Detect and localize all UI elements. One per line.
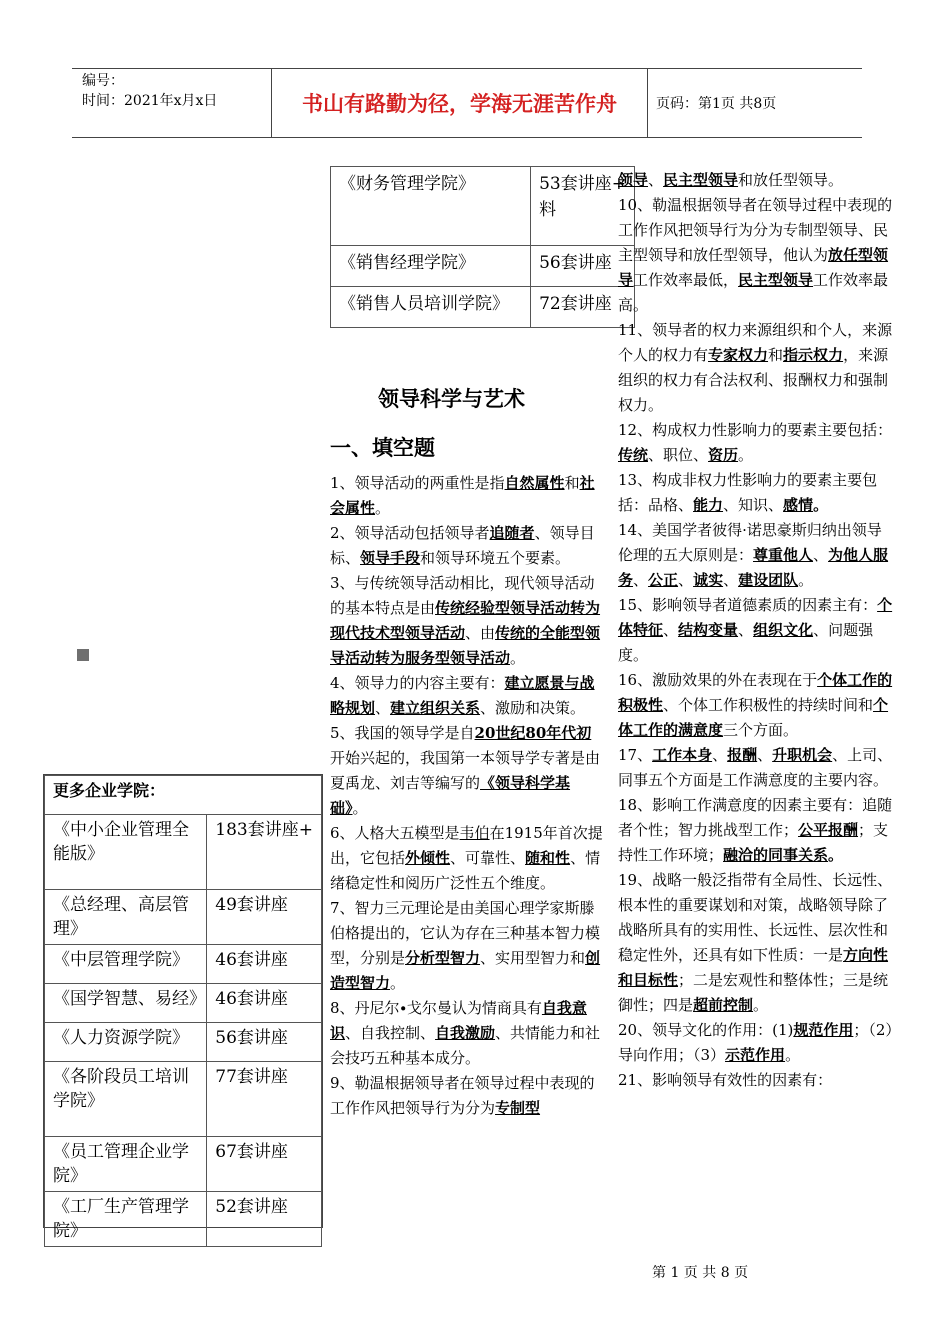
course-name: 《人力资源学院》 [45,1023,207,1062]
header-page-info: 页码：第1页 共8页 [656,96,777,112]
course-name: 《中小企业管理全能版》 [45,815,207,890]
question-20: 20、领导文化的作用：(1)规范作用；（2）导向作用；（3）示范作用。 [618,1021,893,1064]
number-label: 编号： [82,73,124,89]
right-question-column [618,168,894,1093]
more-courses-title: 更多企业学院： [45,776,322,815]
question-4: 4、领导力的内容主要有：建立愿景与战略规划、建立组织关系、激励和决策。 [330,674,595,717]
question-7: 7、智力三元理论是由美国心理学家斯滕伯格提出的，它认为存在三种基本智力模型，分别是分析型智力、实用型智力和创造型智力。 [330,899,601,992]
table-row [45,1137,322,1192]
course-count: 56套讲座 [531,246,635,287]
table-row [45,945,322,984]
header-meta [72,69,272,137]
question-18: 18、影响工作满意度的因素主要有：追随者个性；智力挑战型工作；公平报酬；支持性工作环境；融洽的同事关系。 [618,796,893,864]
question-9: 9、勒温根据领导者在领导过程中表现的工作作风把领导行为分为专制型 [330,1074,595,1117]
course-count: 52套讲座 [207,1192,322,1247]
more-courses-box [43,774,323,1241]
course-name: 《员工管理企业学院》 [45,1137,207,1192]
page-header [72,68,862,138]
course-count: 67套讲座 [207,1137,322,1192]
top-course-table [330,166,635,328]
course-count: 53套讲座+ 料 [531,167,635,246]
course-name: 《各阶段员工培训学院》 [45,1062,207,1137]
course-name: 《国学智慧、易经》 [45,984,207,1023]
question-17: 17、工作本身、报酬、升职机会、上司、同事五个方面是工作满意度的主要内容。 [618,746,893,789]
course-name: 《中层管理学院》 [45,945,207,984]
question-9-cont: 领导、民主型领导和放任型领导。 [618,171,844,189]
course-count: 56套讲座 [207,1023,322,1062]
question-6: 6、人格大五模型是韦伯在1915年首次提出，它包括外倾性、可靠性、随和性、情绪稳定性和阅历广泛性五个维度。 [330,824,603,892]
question-5: 5、我国的领导学是自20世纪80年代初开始兴起的，我国第一本领导学专著是由夏禹龙、刘吉等编写的《领导科学基础》。 [330,724,601,817]
document-title: 领导科学与艺术 [378,386,525,411]
question-21: 21、影响领导有效性的因素有： [618,1071,833,1089]
course-name: 《销售人员培训学院》 [331,287,531,328]
table-row [45,815,322,890]
question-1: 1、领导活动的两重性是指自然属性和社会属性。 [330,474,595,517]
table-row [45,984,322,1023]
course-name: 《工厂生产管理学院》 [45,1192,207,1247]
question-14: 14、美国学者彼得·诺思豪斯归纳出领导伦理的五大原则是：尊重他人、为他人服务、公正、诚实、建设团队。 [618,521,889,589]
table-row [331,246,635,287]
left-question-column [330,471,604,1121]
course-count: 49套讲座 [207,890,322,945]
course-count: 46套讲座 [207,984,322,1023]
question-10: 10、勒温根据领导者在领导过程中表现的工作作风把领导行为分为专制型领导、民主型领导和放任型领导，他认为放任型领导工作效率最低，民主型领导工作效率最高。 [618,196,893,314]
question-16: 16、激励效果的外在表现在于个体工作的积极性、个体工作积极性的持续时间和个体工作的满意度三个方面。 [618,671,893,739]
question-15: 15、影响领导者道德素质的因素主有：个体特征、结构变量、组织文化、问题强度。 [618,596,893,664]
bullet-square-icon [77,649,89,661]
table-row [45,890,322,945]
question-12: 12、构成权力性影响力的要素主要包括：传统、职位、资历。 [618,421,893,464]
header-motto: 书山有路勤为径，学海无涯苦作舟 [272,69,648,137]
time-label: 时间：2021年x月x日 [82,93,218,109]
course-count: 72套讲座 [531,287,635,328]
question-19: 19、战略一般泛指带有全局性、长远性、根本性的重要谋划和对策，战略领导除了战略所具有的实用性、长远性、层次性和稳定性外，还具有如下性质：一是方向性和目标性；二是宏观性和整体性；三是统御性；四是超前控制。 [618,871,893,1014]
course-count: 183套讲座+ [207,815,322,890]
table-row [331,287,635,328]
table-row [331,167,635,246]
course-count: 77套讲座 [207,1062,322,1137]
question-8: 8、丹尼尔∙戈尔曼认为情商具有自我意识、自我控制、自我激励、共情能力和社会技巧五种基本成分。 [330,999,601,1067]
question-11: 11、领导者的权力来源组织和个人，来源个人的权力有专家权力和指示权力，来源组织的权力有合法权利、报酬权力和强制权力。 [618,321,893,414]
course-count: 46套讲座 [207,945,322,984]
more-courses-table [44,775,322,1247]
page-footer: 第 1 页 共 8 页 [652,1265,749,1281]
section-heading: 一、填空题 [330,435,435,460]
course-name: 《总经理、高层管理》 [45,890,207,945]
table-row [45,1192,322,1247]
table-row [45,1023,322,1062]
question-2: 2、领导活动包括领导者追随者、领导目标、领导手段和领导环境五个要素。 [330,524,595,567]
question-3: 3、与传统领导活动相比，现代领导活动的基本特点是由传统经验型领导活动转为现代技术型领导活动、由传统的全能型领导活动转为服务型领导活动。 [330,574,601,667]
course-name: 《财务管理学院》 [331,167,531,246]
course-name: 《销售经理学院》 [331,246,531,287]
question-13: 13、构成非权力性影响力的要素主要包括：品格、能力、知识、感情。 [618,471,878,514]
table-row [45,1062,322,1137]
